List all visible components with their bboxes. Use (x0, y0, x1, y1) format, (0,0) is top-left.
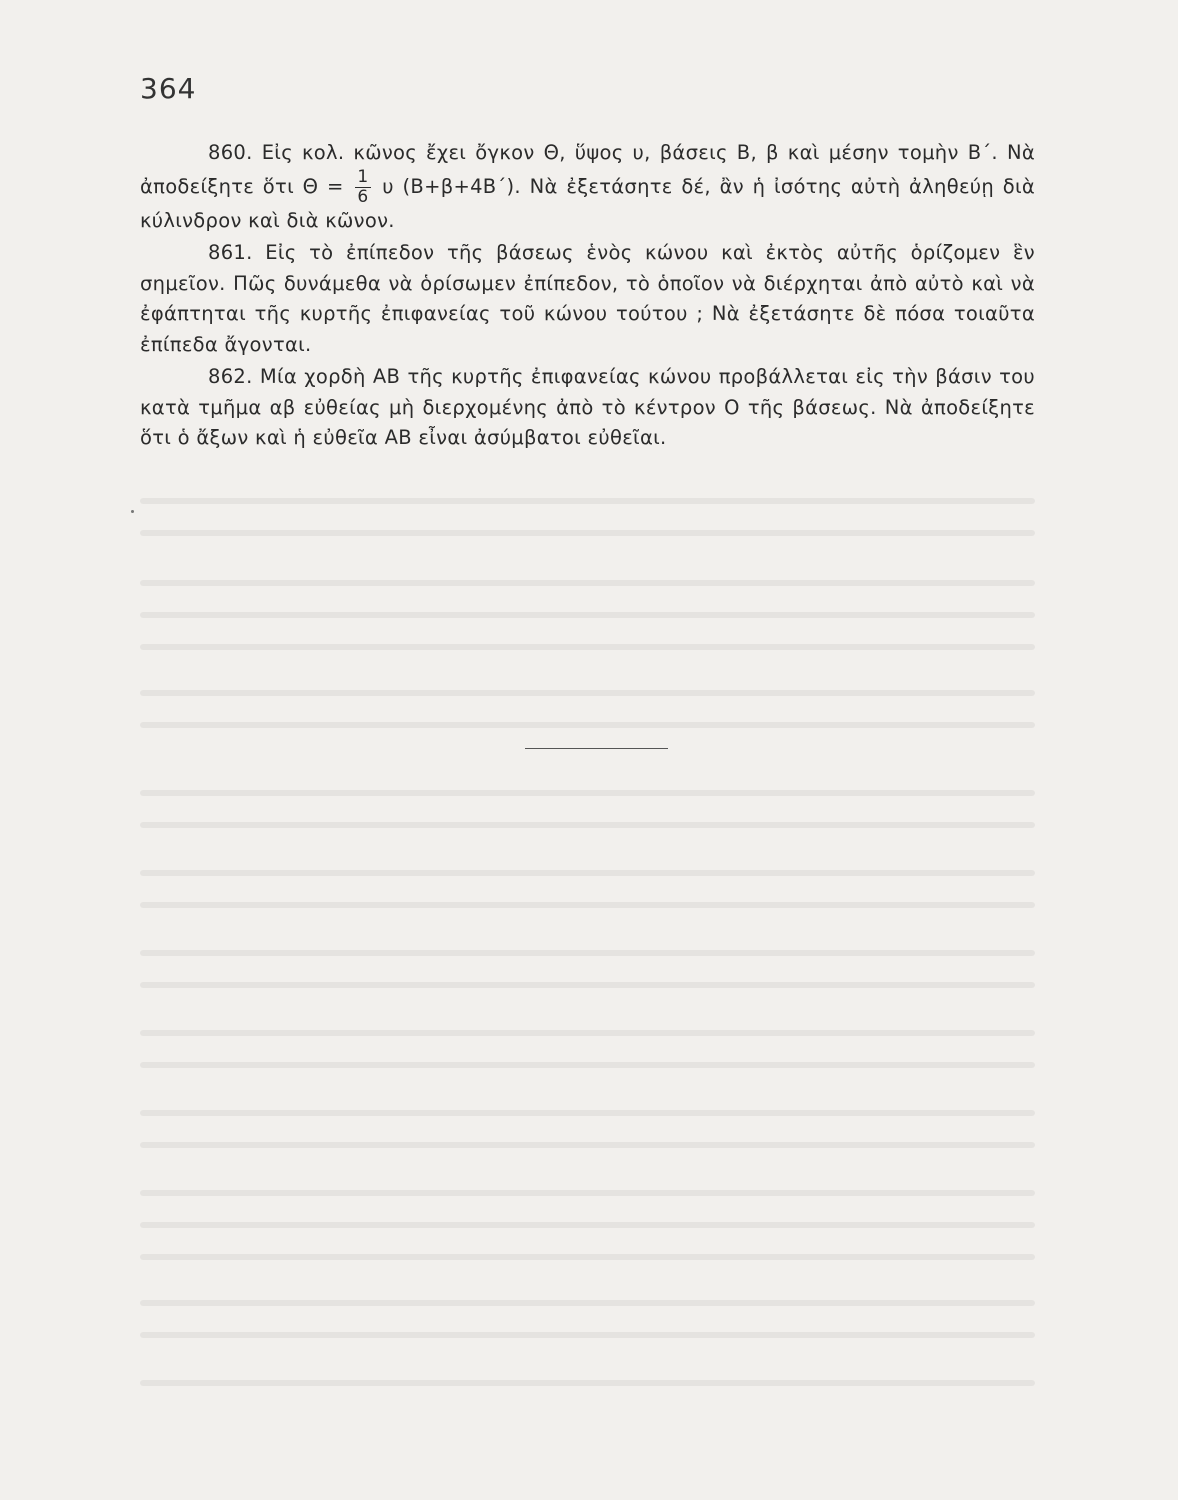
problem-862 (140, 362, 1035, 454)
problem-text: Εἰς τὸ ἐπίπεδον τῆς βάσεως ἑνὸς κώνου καὶ ἐκτὸς αὐτῆς ὁρίζομεν ἓν σημεῖον. Πῶς δυνάμεθα νὰ ὁρίσωμεν ἐπίπεδον, τὸ ὁποῖον νὰ διέρχηται ἀπὸ αὐτὸ καὶ νὰ ἐφάπτηται τῆς κυρτῆς ἐπιφανείας τοῦ κώνου τούτου ; Νὰ ἐξετάσητε δὲ πόσα τοιαῦτα ἐπίπεδα ἄγονται. (140, 241, 1035, 356)
problem-860 (140, 138, 1035, 236)
problem-list (140, 138, 1035, 456)
problem-text-before-formula: Εἰς κολ. κῶνος ἔχει ὄγκον Θ, ὕψος υ, βάσεις Β, β καὶ μέσην τομὴν Β΄. Νὰ ἀποδείξητε ὅτι Θ = (140, 141, 1036, 198)
section-divider (525, 748, 668, 749)
stray-dot (131, 510, 134, 513)
page-number: 364 (140, 72, 197, 105)
problem-861 (140, 238, 1035, 360)
problem-number: 862. (208, 365, 253, 388)
fraction-denominator: 6 (357, 186, 369, 207)
problem-number: 861. (208, 241, 253, 264)
problem-number: 860. (208, 141, 253, 164)
fraction (355, 166, 370, 207)
problem-text: Μία χορδὴ ΑΒ τῆς κυρτῆς ἐπιφανείας κώνου προβάλλεται εἰς τὴν βάσιν του κατὰ τμῆμα αβ εὐθείας μὴ διερχομένης ἀπὸ τὸ κέντρον Ο τῆς βάσεως. Νὰ ἀποδείξητε ὅτι ὁ ἄξων καὶ ἡ εὐθεῖα ΑΒ εἶναι ἀσύμβατοι εὐθεῖαι. (140, 365, 1035, 449)
fraction-numerator: 1 (357, 166, 369, 187)
problem-text-after-formula: υ (Β+β+4Β΄). Νὰ ἐξετάσητε δέ, ἂν ἡ ἰσότης αὐτὴ ἀληθεύῃ διὰ κύλινδρον καὶ διὰ κῶνον. (140, 174, 1036, 232)
